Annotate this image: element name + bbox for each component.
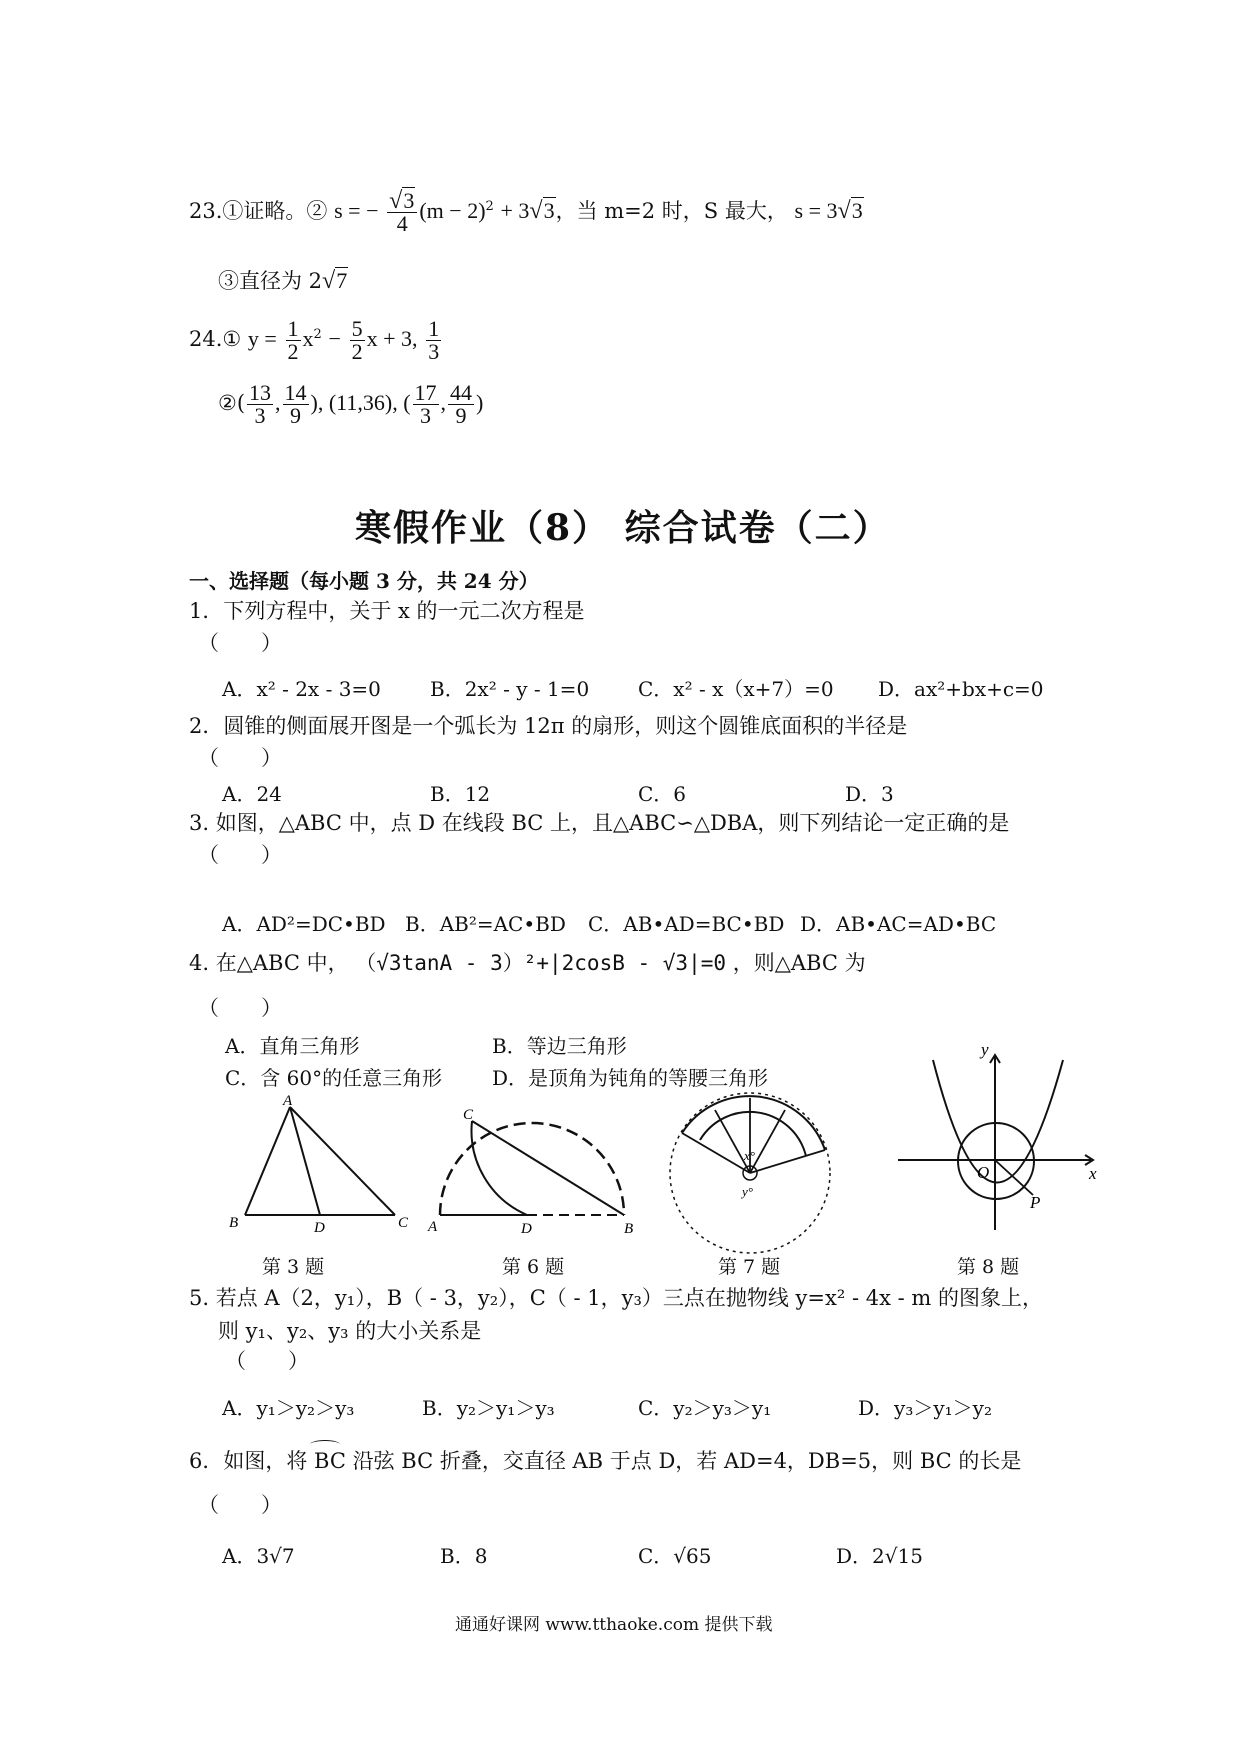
points-prefix: ②( [218,391,246,415]
radical: √3 [529,198,555,224]
fraction: $\frac{5}{2}$ [351,316,363,364]
q6-option-a: A．3√7 [222,1544,295,1568]
section-heading: 一、选择题（每小题 3 分，共 24 分） [189,569,539,593]
footer: 通通好课网 www.tthaoke.com 提供下载 [455,1615,773,1635]
fig3-label-c: C [398,1215,409,1231]
q3-option-b: B．AB²=AC•BD [405,912,566,936]
answer-number: 23. [189,199,223,223]
fig3-label-a: A [283,1095,293,1109]
fig3-label-d: D [314,1220,325,1235]
answer-23-mid: ，当 m=2 时，S 最大， [555,199,788,223]
q4-stem-post: ，则△ABC 为 [732,951,866,975]
answer-paren: （ ） [198,996,282,1020]
q4-stem-pre: 4. 在△ABC 中， [189,951,349,975]
fig7-label-x: x° [744,1148,755,1163]
fraction: $\frac{1}{3}$ [428,316,440,364]
fig3-label-b: B [229,1215,239,1231]
fraction: $\frac{√3}{4}$ [387,190,417,235]
y-lhs: y = [247,326,277,351]
q2-stem: 2．圆锥的侧面展开图是一个弧长为 12π 的扇形，则这个圆锥底面积的半径是 [189,714,908,738]
fig8-label-p: P [1030,1193,1041,1212]
answer-paren: （ ） [225,1349,309,1373]
plus-term: + 3 [500,198,530,223]
q5-stem-line2: 则 y₁、y₂、y₃ 的大小关系是 [218,1319,482,1343]
q4-option-d: D．是顶角为钝角的等腰三角形 [492,1066,769,1090]
fraction: $\frac{1}{2}$ [287,316,299,364]
q5-option-d: D．y₃＞y₁＞y₂ [858,1396,992,1420]
figure-7-fan [660,1088,840,1258]
radical: √7 [322,268,348,294]
q5-option-b: B．y₂＞y₁＞y₃ [422,1396,555,1420]
answer-24-line2: ②( $\frac{13}{3}$ , $\frac{14}{9}$ ), (11,36), ( $\frac{17}{3}$ , $\frac{44}{9}$ ) [218,380,484,428]
q3-stem: 3. 如图，△ABC 中，点 D 在线段 BC 上，且△ABC∽△DBA，则下列结论一定正确的是 [189,811,1010,835]
x-var: x [302,326,314,351]
q2-option-d: D．3 [845,782,894,806]
q6-stem: 6．如图，将 BC 沿弦 BC 折叠，交直径 AB 于点 D，若 AD=4，DB=5，则 BC 的长是 [189,1449,1022,1473]
page-title: 寒假作业（8） 综合试卷（二） [355,507,891,549]
answer-paren: （ ） [198,746,282,770]
arc-symbol [310,1440,340,1449]
q3-option-c: C．AB•AD=BC•BD [588,912,785,936]
fraction: $\frac{13}{3}$ [249,380,272,428]
answer-23-line2 [218,268,348,294]
answer-paren: （ ） [198,843,282,867]
figure-3-triangle [225,1095,425,1235]
caption-fig3: 第 3 题 [262,1256,325,1278]
q2-option-c: C．6 [638,782,687,806]
answer-paren: （ ） [198,631,282,655]
s-value: s = 3 [794,198,838,223]
q5-stem: 5. 若点 A（2，y₁），B（ - 3，y₂），C（ - 1，y₃）三点在抛物线 y=x² - 4x - m 的图象上， [189,1286,1043,1310]
q5-option-c: C．y₂＞y₃＞y₁ [638,1396,772,1420]
answer-24 [189,318,443,363]
diameter-text: ③直径为 2 [218,269,323,293]
q1-stem: 1．下列方程中，关于 x 的一元二次方程是 [189,599,585,623]
expression: (m − 2) [419,198,486,223]
q6-option-d: D．2√15 [836,1544,923,1568]
s-lhs: s = − [334,198,379,223]
q6-option-b: B．8 [440,1544,488,1568]
fig6-label-d: D [521,1221,532,1237]
q4-option-c: C．含 60°的任意三角形 [225,1066,443,1090]
figure-8-parabola [893,1045,1103,1235]
caption-fig8: 第 8 题 [957,1256,1020,1278]
fig8-label-o: O [977,1163,990,1182]
fig8-label-y: y [981,1045,989,1059]
q4-expression: （√3tanA - 3）²+|2cosB - √3|=0 [355,951,727,975]
caption-fig6: 第 6 题 [502,1256,565,1278]
fig6-label-b: B [624,1221,634,1237]
exponent: 2 [485,199,494,214]
q2-option-a: A．24 [222,782,282,806]
q4-option-b: B．等边三角形 [492,1034,627,1058]
q6-option-c: C．√65 [638,1544,712,1568]
q2-option-b: B．12 [430,782,491,806]
answer-23-part1: ①证略。② [222,199,328,223]
q1-option-d: D．ax²+bx+c=0 [878,677,1044,701]
minus: − [328,326,341,351]
answer-number: 24.① [189,327,242,351]
q4-option-a: A．直角三角形 [225,1034,360,1058]
q3-option-a: A．AD²=DC•BD [222,912,386,936]
fig7-label-y: y° [742,1184,753,1199]
q5-option-a: A．y₁＞y₂＞y₃ [222,1396,355,1420]
tail-term: x + 3, [366,326,418,351]
denominator: 4 [396,211,408,236]
figure-6-semicircle [425,1095,640,1240]
caption-fig7: 第 7 题 [718,1256,781,1278]
q1-option-c: C．x² - x（x+7）=0 [638,677,834,701]
q1-option-a: A．x² - 2x - 3=0 [222,677,381,701]
answer-paren: （ ） [198,1493,282,1517]
fraction: $\frac{14}{9}$ [284,380,307,428]
radicand: 3 [403,188,415,213]
fraction: $\frac{44}{9}$ [450,380,473,428]
q4-stem [189,950,866,976]
radical: √3 [837,198,863,224]
points-mid: ), (11,36), ( [310,390,411,415]
fig6-label-c: C [463,1107,474,1123]
fraction: $\frac{17}{3}$ [414,380,437,428]
q1-option-b: B．2x² - y - 1=0 [430,677,590,701]
fig6-label-a: A [428,1219,438,1235]
answer-23 [189,190,864,235]
fig8-label-x: x [1089,1164,1097,1183]
exponent: 2 [313,327,322,342]
q3-option-d: D．AB•AC=AD•BC [800,912,997,936]
